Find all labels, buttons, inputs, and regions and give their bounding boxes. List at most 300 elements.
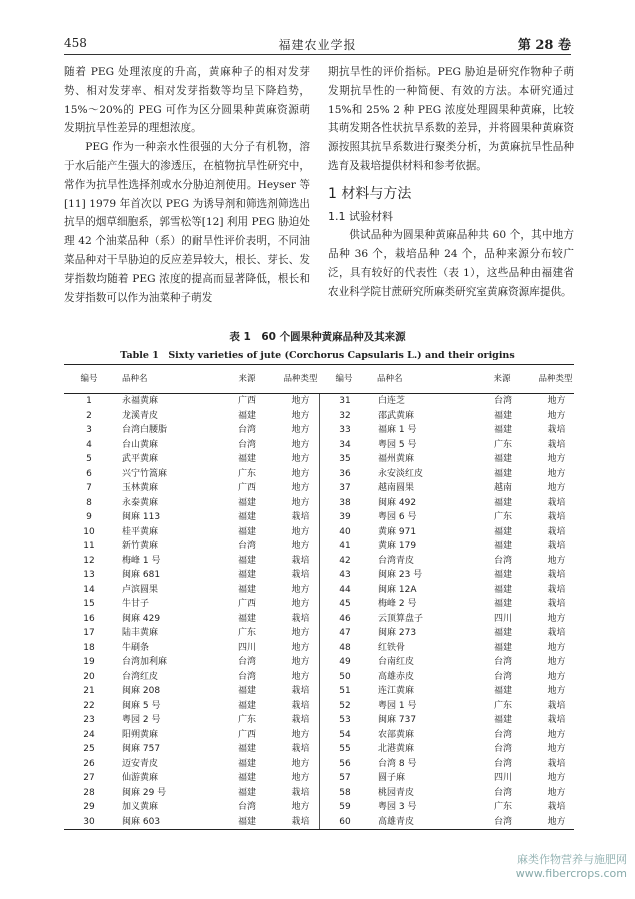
cell-variety-name: 牛甘子 [122,599,150,609]
cell-type: 地方 [547,773,566,783]
table-row [64,467,319,482]
cell-id: 56 [339,758,351,769]
cell-origin: 台湾 [493,555,512,566]
table-row [64,742,319,757]
table-row [320,583,575,598]
cell-type: 地方 [291,584,310,595]
cell-variety-name: 农部黄麻 [378,729,415,740]
cell-type: 栽培 [291,744,310,754]
cell-type: 地方 [291,758,310,769]
watermark-url: www.fibercrops.com [515,867,627,880]
cell-id: 40 [339,526,351,537]
table-row [64,815,319,830]
cell-type: 栽培 [547,802,566,812]
table-row [64,510,319,525]
cell-id: 18 [83,642,95,653]
cell-variety-name: 桂平黄麻 [122,526,159,537]
cell-origin: 台湾 [493,396,512,406]
cell-id: 57 [339,773,351,783]
cell-type: 栽培 [547,497,566,508]
header-type: 品种类型 [538,374,573,384]
cell-type: 栽培 [291,555,310,566]
table-row [320,525,575,540]
cell-variety-name: 粤园 3 号 [378,802,417,812]
cell-origin: 福建 [493,642,512,653]
left-column [64,63,310,307]
cell-origin: 四川 [493,773,512,783]
cell-variety-name: 永泰黄麻 [122,497,159,508]
cell-variety-name: 北港黄麻 [378,744,415,754]
cell-id: 22 [83,700,95,711]
cell-variety-name: 闽麻 23 号 [378,570,423,580]
cell-variety-name: 福州黄麻 [378,454,415,464]
cell-origin: 福建 [493,570,512,580]
cell-origin: 福建 [493,686,512,696]
cell-origin: 福建 [237,512,256,522]
cell-variety-name: 闽麻 29 号 [122,787,167,798]
cell-origin: 广西 [237,729,256,740]
cell-type: 地方 [547,744,566,754]
right-column [328,63,574,302]
cell-origin: 广东 [237,715,256,725]
cell-variety-name: 新竹黄麻 [122,541,159,551]
cell-variety-name: 仙游黄麻 [122,773,159,783]
cell-origin: 福建 [237,613,256,624]
cell-type: 地方 [547,468,566,479]
table-row [320,815,575,830]
cell-variety-name: 武平黄麻 [122,454,159,464]
cell-origin: 广西 [237,396,256,406]
cell-id: 60 [339,816,351,827]
cell-id: 47 [339,628,351,638]
cell-type: 地方 [291,802,310,812]
cell-origin: 福建 [237,526,256,537]
cell-type: 地方 [291,599,310,609]
table-row [320,612,575,627]
cell-type: 栽培 [291,715,310,725]
cell-type: 地方 [291,439,310,450]
table-header-row [64,365,574,394]
table-row [320,597,575,612]
cell-origin: 四川 [237,642,256,653]
cell-origin: 福建 [237,816,256,827]
cell-id: 24 [83,729,95,740]
cell-variety-name: 高雄青皮 [378,816,415,827]
cell-id: 59 [339,802,351,812]
cell-id: 41 [339,541,351,551]
cell-origin: 台湾 [493,816,512,827]
table-row [64,394,319,409]
cell-variety-name: 闽麻 603 [122,816,161,827]
cell-variety-name: 粤园 2 号 [122,715,161,725]
cell-id: 20 [83,671,95,682]
table-row [64,438,319,453]
cell-origin: 台湾 [237,425,256,435]
cell-id: 2 [86,410,92,421]
cell-variety-name: 阳朔黄麻 [122,729,159,740]
cell-origin: 福建 [237,570,256,580]
cell-origin: 福建 [237,744,256,754]
cell-id: 12 [83,555,95,566]
cell-variety-name: 闽麻 12A [378,584,417,595]
cell-id: 38 [339,497,351,508]
cell-id: 26 [83,758,95,769]
table-row [320,481,575,496]
table-row [320,409,575,424]
cell-id: 33 [339,425,351,435]
cell-origin: 福建 [237,584,256,595]
volume-label: 第 28 卷 [517,38,571,53]
cell-type: 地方 [547,657,566,667]
cell-origin: 越南 [493,483,512,493]
cell-origin: 台湾 [237,541,256,551]
cell-type: 栽培 [547,570,566,580]
cell-variety-name: 闽麻 113 [122,512,161,522]
table-row [320,394,575,409]
table-row [320,713,575,728]
cell-variety-name: 玉林黄麻 [122,483,159,493]
cell-origin: 福建 [237,773,256,783]
cell-id: 55 [339,744,351,754]
page-number: 458 [64,36,87,50]
cell-variety-name: 迈安青皮 [122,758,159,769]
table-row [320,467,575,482]
journal-title: 福建农业学报 [278,38,357,52]
table-row [64,771,319,786]
cell-variety-name: 龙溪青皮 [122,410,159,421]
cell-id: 43 [339,570,351,580]
cell-id: 5 [86,454,92,464]
cell-variety-name: 台湾青皮 [378,555,415,566]
cell-variety-name: 云顶算盘子 [378,613,424,624]
table-row [320,539,575,554]
table-header-right [319,365,574,393]
cell-variety-name: 闽麻 5 号 [122,700,161,711]
cell-type: 栽培 [547,700,566,711]
cell-id: 52 [339,700,351,711]
table-row [64,655,319,670]
cell-type: 地方 [547,483,566,493]
cell-origin: 台湾 [237,657,256,667]
table-row [64,496,319,511]
section-title: 1 材料与方法 [328,185,412,202]
cell-id: 8 [86,497,92,508]
cell-type: 地方 [291,729,310,740]
table-row [64,554,319,569]
cell-id: 50 [339,671,351,682]
cell-origin: 福建 [493,715,512,725]
cell-type: 栽培 [547,512,566,522]
cell-variety-name: 圆子麻 [378,773,406,783]
cell-type: 栽培 [547,715,566,725]
header-name: 品种名 [122,374,148,384]
table-rows-left [64,394,319,829]
cell-type: 栽培 [291,816,310,827]
cell-origin: 广西 [237,599,256,609]
cell-variety-name: 闽麻 681 [122,570,161,580]
cell-variety-name: 台湾加利麻 [122,657,168,667]
cell-id: 27 [83,773,95,783]
cell-origin: 广东 [493,802,512,812]
cell-origin: 台湾 [237,802,256,812]
cell-type: 地方 [291,628,310,638]
cell-variety-name: 陆丰黄麻 [122,628,159,638]
cell-origin: 台湾 [493,671,512,682]
cell-type: 地方 [291,541,310,551]
cell-type: 栽培 [291,686,310,696]
cell-type: 栽培 [547,425,566,435]
cell-origin: 广东 [493,439,512,450]
header-type: 品种类型 [283,374,318,384]
cell-variety-name: 梅峰 2 号 [378,599,417,609]
cell-variety-name: 黄麻 971 [378,526,417,537]
table-row [64,612,319,627]
cell-variety-name: 红铁骨 [378,642,406,653]
cell-variety-name: 兴宁竹篙麻 [122,468,168,479]
cell-id: 39 [339,512,351,522]
cell-type: 栽培 [291,700,310,711]
watermark [516,853,627,881]
cell-variety-name: 闽麻 273 [378,628,417,638]
cell-variety-name: 牛刷条 [122,642,150,653]
cell-origin: 福建 [237,497,256,508]
table-row [64,539,319,554]
cell-id: 49 [339,657,351,667]
table-row [320,670,575,685]
cell-type: 地方 [291,468,310,479]
cell-id: 10 [83,526,95,537]
header-name: 品种名 [377,374,403,384]
cell-origin: 广东 [237,468,256,479]
cell-type: 栽培 [291,787,310,798]
cell-origin: 福建 [493,410,512,421]
cell-origin: 台湾 [237,671,256,682]
cell-id: 13 [83,570,95,580]
cell-type: 地方 [291,773,310,783]
cell-type: 地方 [547,686,566,696]
table-row [320,684,575,699]
table-header-left [64,365,319,393]
table-row [64,641,319,656]
cell-type: 栽培 [547,584,566,595]
table-row [64,626,319,641]
cell-variety-name: 永福黄麻 [122,396,159,406]
cell-type: 地方 [547,729,566,740]
cell-type: 地方 [547,613,566,624]
cell-id: 46 [339,613,351,624]
cell-type: 地方 [547,816,566,827]
table-caption-en: Table 1 Sixty varieties of jute (Corchorus Capsularis L.) and their origins [120,350,515,361]
cell-type: 地方 [547,787,566,798]
cell-type: 地方 [291,483,310,493]
table-row [320,496,575,511]
cell-origin: 福建 [237,700,256,711]
cell-variety-name: 卢滨圆果 [122,584,159,595]
cell-type: 地方 [291,642,310,653]
table-row [320,800,575,815]
cell-origin: 广东 [493,512,512,522]
cell-id: 35 [339,454,351,464]
cell-id: 34 [339,439,351,450]
table-row [320,786,575,801]
cell-id: 7 [86,483,92,493]
table-row [320,626,575,641]
table-row [320,699,575,714]
cell-variety-name: 桃园青皮 [378,787,415,798]
cell-variety-name: 粤园 6 号 [378,512,417,522]
table-row [320,728,575,743]
cell-id: 21 [83,686,95,696]
cell-type: 地方 [291,410,310,421]
cell-id: 51 [339,686,351,696]
cell-id: 1 [86,396,92,406]
table-row [64,699,319,714]
cell-type: 地方 [547,396,566,406]
cell-id: 4 [86,439,92,450]
cell-type: 地方 [291,657,310,667]
variety-table [64,364,574,830]
table-rows-right [319,394,575,829]
cell-id: 16 [83,613,95,624]
cell-id: 9 [86,512,92,522]
table-row [64,481,319,496]
cell-origin: 广东 [493,700,512,711]
table-row [64,568,319,583]
cell-variety-name: 梅峰 1 号 [122,555,161,566]
cell-type: 栽培 [291,570,310,580]
cell-origin: 台湾 [237,439,256,450]
cell-variety-name: 连江黄麻 [378,686,415,696]
table-row [320,438,575,453]
table-row [64,423,319,438]
cell-id: 14 [83,584,95,595]
cell-type: 地方 [291,671,310,682]
left-paragraph-2: PEG 作为一种亲水性很强的大分子有机物，溶于水后能产生强大的渗透压，在植物抗旱性研究中，常作为抗旱性选择剂或水分胁迫剂使用。Heyser 等[11] 1979 年首次以 PEG 为诱导剂和筛选剂筛选出抗旱的烟草细胞系，郭雪松等[12] 利用 PEG 胁迫处理 42 个油菜品种（系）的耐旱性评价表明，不同油菜品种对干旱胁迫的反应差异较大，根长、芽长、发芽指数均随着 PEG 浓度的提高而显著降低，根长和发芽指数可以作为油菜种子萌发 [64,141,310,304]
cell-id: 3 [86,425,92,435]
cell-id: 48 [339,642,351,653]
cell-origin: 福建 [493,526,512,537]
table-body [64,394,574,829]
cell-id: 11 [83,541,95,551]
cell-origin: 台湾 [493,657,512,667]
header-origin: 来源 [493,374,511,384]
cell-origin: 福建 [493,497,512,508]
cell-variety-name: 黄麻 179 [378,541,417,551]
table-caption [64,329,571,361]
cell-type: 栽培 [547,628,566,638]
cell-type: 栽培 [291,613,310,624]
cell-origin: 福建 [493,599,512,609]
left-paragraph-1: 随着 PEG 处理浓度的升高，黄麻种子的相对发芽势、相对发芽率、相对发芽指数等均呈下降趋势，15%～20%的 PEG 可作为区分圆果种黄麻资源萌发期抗旱性差异的理想浓度。 [64,66,310,135]
cell-type: 栽培 [291,512,310,522]
cell-type: 栽培 [547,758,566,769]
cell-origin: 福建 [493,454,512,464]
cell-origin: 台湾 [493,758,512,769]
cell-origin: 福建 [237,454,256,464]
cell-variety-name: 台湾 8 号 [378,758,417,769]
cell-variety-name: 粤园 1 号 [378,700,417,711]
cell-origin: 台湾 [493,729,512,740]
cell-id: 17 [83,628,95,638]
cell-id: 15 [83,599,95,609]
cell-type: 地方 [547,410,566,421]
table-row [64,786,319,801]
cell-id: 28 [83,787,95,798]
header-origin: 来源 [238,374,256,384]
table-row [64,583,319,598]
cell-origin: 福建 [493,468,512,479]
cell-id: 45 [339,599,351,609]
cell-variety-name: 永安淡红皮 [378,468,424,479]
cell-origin: 台湾 [493,744,512,754]
watermark-site-name: 麻类作物营养与施肥网 [517,853,627,866]
cell-origin: 福建 [493,628,512,638]
table-row [64,757,319,772]
table-row [320,568,575,583]
cell-type: 栽培 [547,439,566,450]
cell-origin: 福建 [493,425,512,435]
cell-origin: 四川 [493,613,512,624]
cell-origin: 台湾 [493,787,512,798]
cell-type: 地方 [547,555,566,566]
table-row [64,713,319,728]
page-header [64,32,571,55]
cell-type: 地方 [547,454,566,464]
cell-id: 6 [86,468,92,479]
table-row [64,409,319,424]
header-id: 编号 [80,374,98,384]
cell-type: 地方 [291,396,310,406]
cell-id: 36 [339,468,351,479]
right-paragraph-2: 供试品种为圆果种黄麻品种共 60 个，其中地方品种 36 个，栽培品种 24 个，品种来源分布较广泛，具有较好的代表性（表 1），这些品种由福建省农业科学院甘蔗研究所麻类研究室黄麻资源库提供。 [328,229,574,298]
cell-origin: 福建 [237,758,256,769]
cell-origin: 广西 [237,483,256,493]
cell-variety-name: 台湾红皮 [122,671,159,682]
cell-origin: 广东 [237,628,256,638]
cell-id: 42 [339,555,351,566]
cell-origin: 福建 [237,787,256,798]
cell-type: 地方 [291,425,310,435]
cell-origin: 福建 [237,555,256,566]
cell-variety-name: 粤园 5 号 [378,439,417,450]
cell-id: 29 [83,802,95,812]
cell-origin: 福建 [237,686,256,696]
table-row [64,800,319,815]
cell-type: 栽培 [547,541,566,551]
table-row [320,641,575,656]
cell-variety-name: 台南红皮 [378,657,415,667]
cell-id: 31 [339,396,351,406]
table-row [320,452,575,467]
table-row [64,670,319,685]
cell-id: 54 [339,729,351,740]
table-row [64,728,319,743]
cell-id: 44 [339,584,351,595]
cell-type: 地方 [547,642,566,653]
cell-variety-name: 邵武黄麻 [378,410,415,421]
cell-variety-name: 闽麻 208 [122,686,161,696]
cell-variety-name: 台山黄麻 [122,439,159,450]
cell-type: 地方 [547,671,566,682]
cell-variety-name: 福麻 1 号 [378,425,417,435]
cell-origin: 福建 [493,541,512,551]
cell-origin: 福建 [237,410,256,421]
cell-id: 19 [83,657,95,667]
right-paragraph-1: 期抗旱性的评价指标。PEG 胁迫是研究作物种子萌发期抗旱性的一种简便、有效的方法。本研究通过 15%和 25% 2 种 PEG 浓度处理圆果种黄麻，比较其萌发期各性状抗旱系数的差异，并将圆果种黄麻资源按照其抗旱系数进行聚类分析，为黄麻抗旱性品种选育及栽培提供材料和参考依据。 [328,66,574,172]
cell-id: 30 [83,816,95,827]
subsection-title: 1.1 试验材料 [328,209,393,223]
cell-id: 58 [339,787,351,798]
